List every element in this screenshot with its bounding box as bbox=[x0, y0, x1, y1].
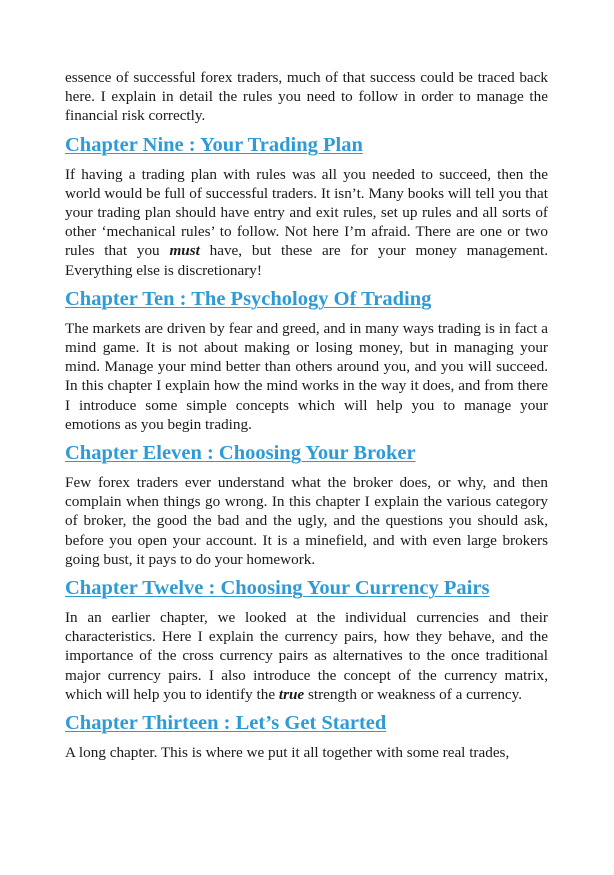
chapter-eleven-paragraph: Few forex traders ever understand what the broker does, or why, and then complain when things go wrong. In this chapter I explain the various category of broker, the good the bad and the ugly, and the questions you should ask, before you open your account. It is a minefield, and with even large brokers going bust, it pays to do your homework. bbox=[65, 474, 548, 568]
chapter-nine-heading[interactable]: Chapter Nine : Your Trading Plan bbox=[65, 133, 363, 156]
intro-paragraph: essence of successful forex traders, much of that success could be traced back here. I explain in detail the rules you need to follow in order to manage the financial risk correctly. bbox=[65, 69, 548, 125]
chapter-eleven-heading[interactable]: Chapter Eleven : Choosing Your Broker bbox=[65, 442, 416, 465]
chapter-nine-text-end: have, but these are for your money management. Everything else is discretionary! bbox=[65, 242, 549, 279]
chapter-twelve-heading[interactable]: Chapter Twelve : Choosing Your Currency Pairs bbox=[65, 577, 490, 600]
chapter-twelve-text-start: In an earlier chapter, we looked at the individual currencies and their characteristics. Here I explain the currency pairs, how they behave, and the importance of the cross currency pairs as alternatives to the once traditional major currency pairs. I also introduce the concept of the currency matrix, which will help you to identify the bbox=[65, 609, 548, 703]
chapter-ten-heading[interactable]: Chapter Ten : The Psychology Of Trading bbox=[65, 287, 432, 310]
chapter-thirteen-heading[interactable]: Chapter Thirteen : Let’s Get Started bbox=[65, 712, 387, 735]
chapter-nine-text-start: If having a trading plan with rules was all you needed to succeed, then the world would be full of successful traders. It isn’t. Many books will tell you that your trading plan should have entry and exit rules, set up rules and all sorts of other ‘mechanical rules’ to follow. Not here I’m afraid. There are one or two rules that you bbox=[65, 165, 548, 260]
chapter-twelve-text-end: strength or weakness of a currency. bbox=[304, 685, 523, 703]
chapter-twelve-paragraph bbox=[65, 608, 548, 704]
chapter-thirteen-paragraph: A long chapter. This is where we put it all together with some real trades, bbox=[65, 744, 510, 762]
chapter-ten-paragraph: The markets are driven by fear and greed, and in many ways trading is in fact a mind game. It is not about making or losing money, but in managing your mind. Manage your mind better than others around you, and you will succeed. In this chapter I explain how the mind works in the way it does, and from there I introduce some simple concepts which will help you to manage your emotions as you begin trading. bbox=[65, 319, 548, 433]
emphasis-must: must bbox=[169, 242, 200, 260]
chapter-nine-paragraph bbox=[65, 165, 548, 280]
emphasis-true: true bbox=[278, 685, 305, 703]
